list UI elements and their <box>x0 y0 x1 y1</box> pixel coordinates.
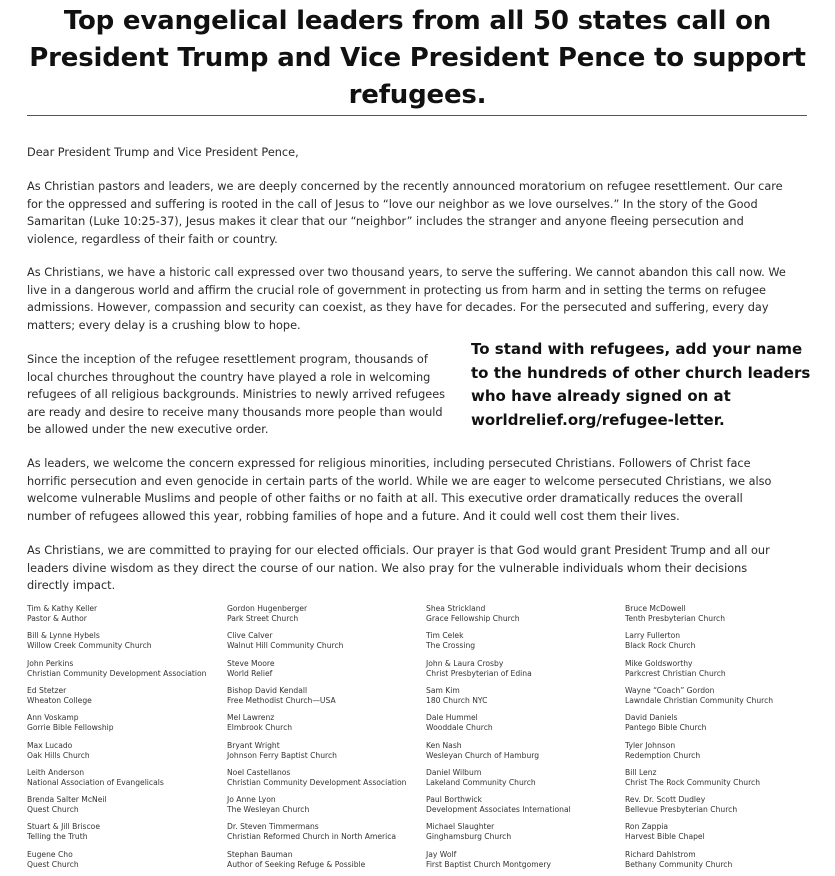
signatory-organization: Harvest Bible Chapel <box>625 832 705 842</box>
signatory-name: Bruce McDowell <box>625 604 686 613</box>
signatory-organization: Black Rock Church <box>625 641 696 651</box>
signatory <box>625 795 737 815</box>
signatory-organization: Pastor & Author <box>27 614 87 623</box>
signatory-organization: Wesleyan Church of Hamburg <box>426 750 540 760</box>
signatory-name: Larry Fullerton <box>625 631 681 641</box>
signatory-organization: Lakeland Community Church <box>426 777 536 787</box>
signatory-organization: Gorrie Bible Fellowship <box>27 723 114 733</box>
signatory-organization: Bellevue Presbyterian Church <box>625 805 738 815</box>
signatory-name: Richard Dahlstrom <box>625 849 696 859</box>
signatory-name: Jo Anne Lyon <box>227 795 276 805</box>
signatory-name: Sam Kim <box>426 685 460 695</box>
signatory <box>426 713 493 733</box>
signatory-name: Leith Anderson <box>27 767 85 777</box>
signatory-organization: Wheaton College <box>27 695 92 705</box>
signatory-organization: Willow Creek Community Church <box>27 641 152 651</box>
signatory-name: Tim Celek <box>426 631 464 641</box>
signatory <box>27 631 152 651</box>
divider-rule <box>27 115 807 116</box>
signatory-name: Brenda Salter McNeil <box>27 795 107 805</box>
signatory-organization: Park Street Church <box>227 614 299 623</box>
signatory <box>625 604 725 624</box>
signatory-name: Eugene Cho <box>27 849 73 859</box>
callout-signup: To stand with refugees, add your name to the hundreds of other church leaders who have already signed on at worldrelief.org/refugee-letter. <box>471 340 811 429</box>
signatory-name: Shea Strickland <box>426 604 486 613</box>
signatory <box>625 659 726 679</box>
signatory-organization: 180 Church NYC <box>426 695 488 705</box>
signatory <box>227 713 292 733</box>
signatory-organization: Oak Hills Church <box>27 750 90 760</box>
signatory-organization: Author of Seeking Refuge & Possible <box>227 859 366 869</box>
signatory-organization: Free Methodist Church—USA <box>227 695 336 705</box>
signatory-organization: Christian Reformed Church in North America <box>227 832 397 842</box>
signatory-organization: Christ Presbyterian of Edina <box>426 668 532 678</box>
signatory-name: Dale Hummel <box>426 713 478 723</box>
signatory <box>27 713 114 733</box>
signatory-organization: Ginghamsburg Church <box>426 832 512 842</box>
signatory-name: David Daniels <box>625 713 678 723</box>
signatory-organization: Development Associates International <box>426 805 571 815</box>
signatory <box>426 659 532 679</box>
signatory-organization: Lawndale Christian Community Church <box>625 695 774 705</box>
signatory-name: Tyler Johnson <box>625 740 676 750</box>
signatory-name: Noel Castellanos <box>227 767 291 777</box>
signatory-name: Paul Borthwick <box>426 795 482 805</box>
signatory <box>625 631 695 651</box>
signatory <box>625 741 700 761</box>
headline: Top evangelical leaders from all 50 states call on President Trump and Vice President Pence to support refugees. <box>29 6 806 110</box>
signatory-name: Max Lucado <box>27 740 73 750</box>
signatory <box>625 768 760 788</box>
signatory-organization: The Crossing <box>426 641 476 651</box>
signatory-organization: National Association of Evangelicals <box>27 777 164 787</box>
signatory <box>27 659 206 679</box>
letter-paragraph: As Christians, we are committed to praying for our elected officials. Our prayer is that God would grant President Trump and all our leaders divine wisdom as they direct the course of our nation. We also pray for the vulnerable individuals whom their decisions directly impact. <box>27 544 770 592</box>
signatory-name: John & Laura Crosby <box>426 658 504 668</box>
signatory-organization: Bethany Community Church <box>625 859 733 869</box>
salutation: Dear President Trump and Vice President Pence, <box>27 146 299 159</box>
signatory-organization: Wooddale Church <box>426 723 493 733</box>
letter-paragraph: As Christian pastors and leaders, we are deeply concerned by the recently announced moratorium on refugee resettlement. Our care for the oppressed and suffering is rooted in the call of Jesus to “love our neighbor as we love ourselves.” In the story of the Good Samaritan (Luke 10:25-37), Jesus makes it clear that our “neighbor” includes the stranger and anyone fleeing persecution and violence, regardless of their faith or country. <box>27 180 783 246</box>
signatory-name: John Perkins <box>27 658 74 668</box>
signatory-organization: World Relief <box>227 668 273 678</box>
signatory-organization: Christian Community Development Association <box>27 668 207 678</box>
signatory-organization: Telling the Truth <box>27 832 88 842</box>
signatory <box>227 850 365 870</box>
signatory <box>227 822 396 842</box>
signatory <box>426 850 551 870</box>
signatory-organization: Elmbrook Church <box>227 723 293 733</box>
signatory-name: Tim & Kathy Keller <box>27 604 98 613</box>
letter-paragraph: As leaders, we welcome the concern expressed for religious minorities, including persecuted Christians. Followers of Christ face horrific persecution and even genocide in certain parts of the world. While we are eager to welcome persecuted Christians, we also welcome vulnerable Muslims and people of other faiths or no faith at all. This executive order dramatically reduces the overall number of refugees allowed this year, robbing families of hope and a future. And it could well cost them their lives. <box>27 457 772 523</box>
signatory <box>426 631 475 651</box>
signatory <box>625 713 706 733</box>
signatory-organization: Parkcrest Christian Church <box>625 668 726 678</box>
signatory-organization: Grace Fellowship Church <box>426 614 520 623</box>
signatory-name: Stuart & Jill Briscoe <box>27 822 100 832</box>
signatory <box>227 631 344 651</box>
signatory-name: Ann Voskamp <box>27 713 79 723</box>
signatory-name: Ron Zappia <box>625 822 669 832</box>
signatory-organization: Tenth Presbyterian Church <box>625 614 726 623</box>
signatory-name: Gordon Hugenberger <box>227 604 308 613</box>
signatory <box>625 822 705 842</box>
signatory-organization: Walnut Hill Community Church <box>227 641 344 651</box>
signatory-organization: Johnson Ferry Baptist Church <box>227 750 337 760</box>
signatory <box>27 795 107 815</box>
signatory-organization: The Wesleyan Church <box>227 805 310 815</box>
signatory-name: Wayne “Coach” Gordon <box>625 685 715 695</box>
letter-paragraph: Since the inception of the refugee resettlement program, thousands of local churches throughout the country have played a role in welcoming refugees of all religious backgrounds. Ministries to newly arrived refugees are ready and desire to receive many thousands more people than would be allowed under the new executive order. <box>27 353 446 436</box>
signatory-name: Michael Slaughter <box>426 822 495 832</box>
signatory <box>625 850 732 870</box>
signatory-name: Dr. Steven Timmermans <box>227 822 319 832</box>
signatory-organization: Redemption Church <box>625 750 701 760</box>
signatory-organization: Quest Church <box>27 805 79 815</box>
signatory-name: Ed Stetzer <box>27 685 67 695</box>
signatory <box>227 659 275 679</box>
signatory <box>426 686 487 706</box>
signatory-organization: Pantego Bible Church <box>625 723 707 733</box>
signatory <box>27 768 164 788</box>
signatory <box>27 741 90 761</box>
signatory <box>426 604 520 624</box>
signatory-name: Bill & Lynne Hybels <box>27 631 100 641</box>
signatory <box>227 768 406 788</box>
signatory-name: Jay Wolf <box>426 849 457 859</box>
signatory <box>27 604 97 624</box>
signatory <box>227 741 337 761</box>
letter-paragraph: As Christians, we have a historic call expressed over two thousand years, to serve the suffering. We cannot abandon this call now. We live in a dangerous world and affirm the crucial role of government in protecting us from harm and in setting the terms on refugee admissions. However, compassion and security can coexist, as they have for decades. For the persecuted and suffering, every day matters; every delay is a crushing blow to hope. <box>27 266 786 332</box>
signatory-organization: Christian Community Development Association <box>227 777 407 787</box>
signatory-name: Bill Lenz <box>625 767 657 777</box>
signatory <box>625 686 773 706</box>
signatory-name: Rev. Dr. Scott Dudley <box>625 795 706 805</box>
signatory-name: Daniel Wilburn <box>426 767 482 777</box>
signatory <box>227 604 307 624</box>
signatory-organization: Quest Church <box>27 859 79 869</box>
signatory-name: Clive Calver <box>227 631 273 641</box>
signatory-name: Ken Nash <box>426 740 462 750</box>
signatory <box>27 850 79 870</box>
signatory-organization: First Baptist Church Montgomery <box>426 859 551 869</box>
signatory <box>426 768 536 788</box>
signatory-organization: Christ The Rock Community Church <box>625 777 761 787</box>
signatory <box>426 795 571 815</box>
signatory-name: Steve Moore <box>227 658 275 668</box>
signatory <box>227 795 309 815</box>
signatory <box>27 822 100 842</box>
signatory-name: Stephan Bauman <box>227 849 293 859</box>
signatory <box>426 741 539 761</box>
signatory-name: Mel Lawrenz <box>227 713 275 723</box>
signatory-name: Mike Goldsworthy <box>625 658 693 668</box>
signatory <box>227 686 336 706</box>
signatory-name: Bishop David Kendall <box>227 685 308 695</box>
signatory-name: Bryant Wright <box>227 740 280 750</box>
signatory <box>27 686 92 706</box>
signatory <box>426 822 511 842</box>
